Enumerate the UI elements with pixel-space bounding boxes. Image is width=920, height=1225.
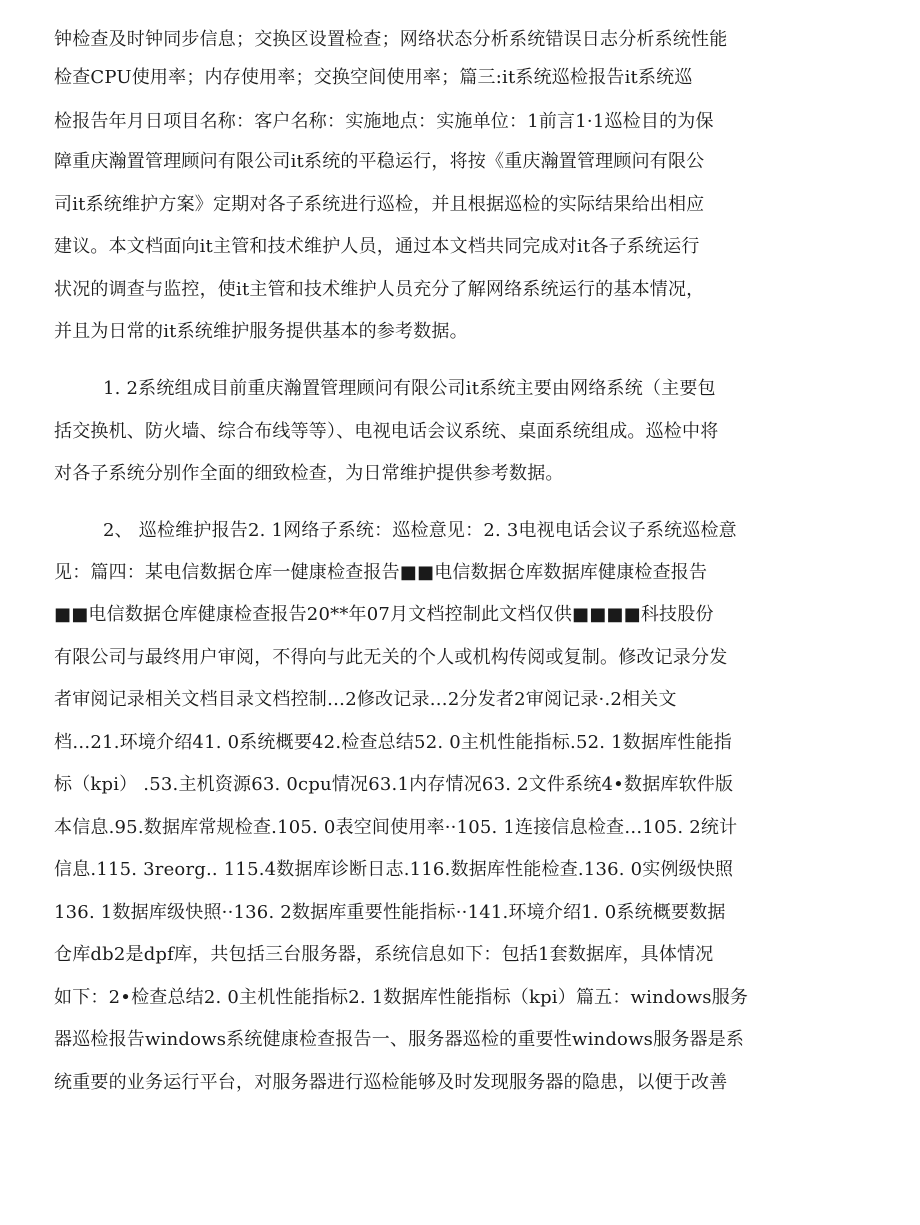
text-line-12: 2、 巡检维护报告2. 1网络子系统：巡检意见：2. 3电视电话会议子系统巡检意	[103, 520, 737, 541]
text-line-10: 括交换机、防火墙、综合布线等等）、电视电话会议系统、桌面系统组成。巡检中将	[54, 421, 719, 442]
text-line-11: 对各子系统分别作全面的细致检查，为日常维护提供参考数据。	[54, 463, 564, 484]
text-line-21: 136. 1数据库级快照··136. 2数据库重要性能指标··141.环境介绍1. 0系统概要数据	[54, 902, 726, 923]
text-line-1: 钟检查及时钟同步信息；交换区设置检查；网络状态分析系统错误日志分析系统性能	[54, 29, 728, 50]
text-line-19: 本信息.95.数据库常规检查.105. 0表空间使用率··105. 1连接信息检查…105. 2统计	[54, 817, 738, 838]
text-line-7: 状况的调查与监控，使it主管和技术维护人员充分了解网络系统运行的基本情况，	[54, 279, 705, 300]
text-line-20: 信息.115. 3reorg.. 115.4数据库诊断日志.116.数据库性能检查.136. 0实例级快照	[54, 859, 734, 880]
text-line-16: 者审阅记录相关文档目录文档控制…2修改记录…2分发者2审阅记录·.2相关文	[54, 689, 677, 710]
text-line-5: 司it系统维护方案》定期对各子系统进行巡检，并且根据巡检的实际结果给出相应	[54, 194, 705, 215]
text-line-8: 并且为日常的it系统维护服务提供基本的参考数据。	[54, 321, 468, 342]
text-line-17: 档…21.环境介绍41. 0系统概要42.检查总结52. 0主机性能指标.52. 1数据库性能指	[54, 732, 732, 753]
text-line-3: 检报告年月日项目名称：客户名称：实施地点：实施单位：1前言1·1巡检目的为保	[54, 111, 714, 132]
text-line-18: 标（kpi） .53.主机资源63. 0cpu情况63.1内存情况63. 2文件系统4•数据库软件版	[54, 774, 734, 795]
text-line-13: 见：篇四：某电信数据仓库一健康检查报告■■电信数据仓库数据库健康检查报告	[54, 562, 708, 583]
text-line-6: 建议。本文档面向it主管和技术维护人员，通过本文档共同完成对it各子系统运行	[54, 236, 700, 257]
text-line-4: 障重庆瀚置管理顾问有限公司it系统的平稳运行，将按《重庆瀚置管理顾问有限公	[54, 151, 705, 172]
text-line-14: ■■电信数据仓库健康检查报告20**年07月文档控制此文档仅供■■■■科技股份	[54, 604, 714, 625]
text-line-15: 有限公司与最终用户审阅，不得向与此无关的个人或机构传阅或复制。修改记录分发	[54, 647, 728, 668]
text-line-2: 检查CPU使用率；内存使用率；交换空间使用率；篇三:it系统巡检报告it系统巡	[54, 67, 693, 88]
text-line-22: 仓库db2是dpf库，共包括三台服务器，系统信息如下：包括1套数据库，具体情况	[54, 944, 714, 965]
text-line-24: 器巡检报告windows系统健康检查报告一、服务器巡检的重要性windows服务器是系	[54, 1029, 745, 1050]
text-line-25: 统重要的业务运行平台，对服务器进行巡检能够及时发现服务器的隐患，以便于改善	[54, 1072, 728, 1093]
text-line-9: 1. 2系统组成目前重庆瀚置管理顾问有限公司it系统主要由网络系统（主要包	[103, 378, 716, 399]
text-line-23: 如下：2•检查总结2. 0主机性能指标2. 1数据库性能指标（kpi）篇五：windows服务	[54, 987, 749, 1008]
